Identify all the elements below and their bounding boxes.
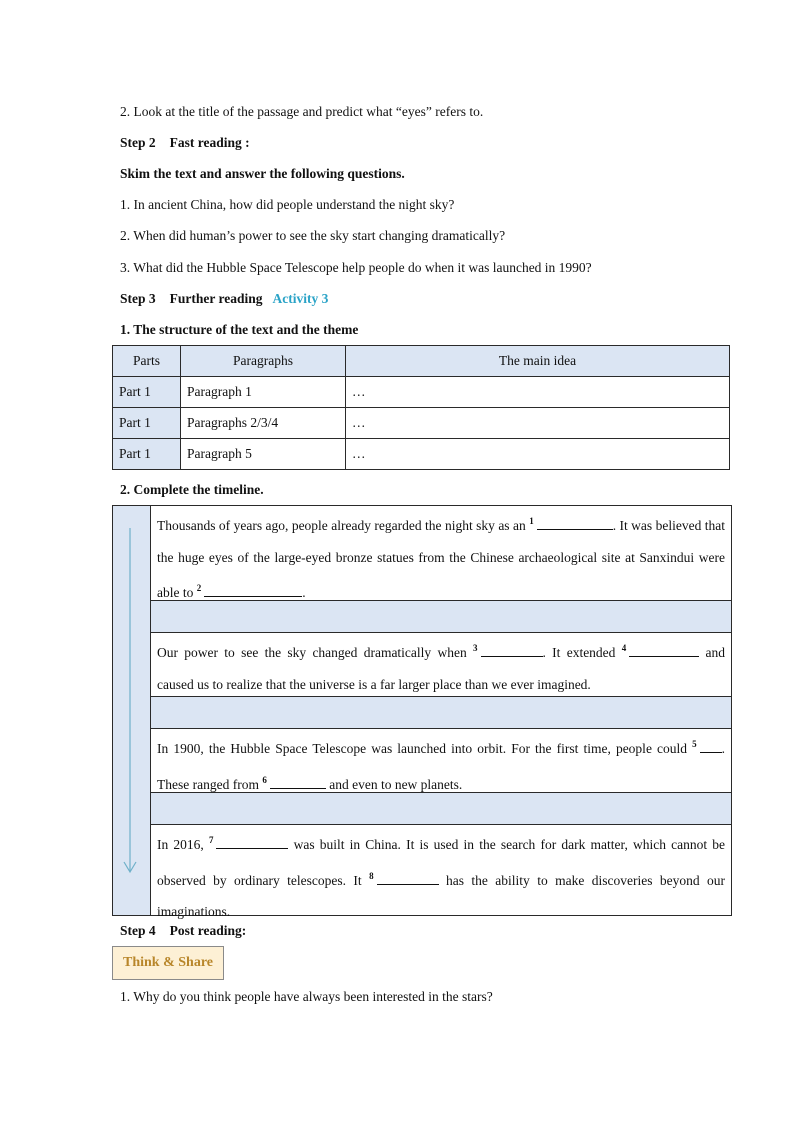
blank-number: 6 xyxy=(262,774,267,785)
blank-number: 3 xyxy=(473,643,478,653)
main-idea-cell[interactable]: … xyxy=(346,439,730,470)
skim-instruction: Skim the text and answer the following questions. xyxy=(120,166,405,181)
timeline-text: In 1900, the Hubble Space Telescope was launched into orbit. For the first time, people could xyxy=(157,741,688,756)
step4-title: Post reading: xyxy=(169,923,247,938)
table-header-row xyxy=(113,346,730,377)
header-paragraphs: Paragraphs xyxy=(181,346,346,377)
timeline-text: . xyxy=(302,585,306,600)
blank-7[interactable] xyxy=(216,836,288,849)
blank-5[interactable] xyxy=(700,740,722,753)
main-idea-cell[interactable]: … xyxy=(346,377,730,408)
blank-3[interactable] xyxy=(481,644,543,657)
part-cell: Part 1 xyxy=(113,439,181,470)
step2-label: Step 2 xyxy=(120,135,156,150)
blank-number: 7 xyxy=(208,835,214,845)
question-3: 3. What did the Hubble Space Telescope help people do when it was launched in 1990? xyxy=(120,260,592,275)
paragraphs-cell: Paragraph 1 xyxy=(181,377,346,408)
part-cell: Part 1 xyxy=(113,377,181,408)
timeline-row-2 xyxy=(151,633,731,697)
blank-8[interactable] xyxy=(377,872,439,885)
timeline-table xyxy=(112,505,732,919)
timeline-text: . These ranged from xyxy=(157,741,726,792)
step4-heading xyxy=(120,922,246,940)
blank-4[interactable] xyxy=(629,644,699,657)
question-2: 2. When did human’s power to see the sky start changing dramatically? xyxy=(120,228,506,243)
main-idea-cell[interactable]: … xyxy=(346,408,730,439)
timeline-text: Our power to see the sky changed dramatically when xyxy=(157,645,467,660)
header-main-idea: The main idea xyxy=(346,346,730,377)
table-row xyxy=(113,408,730,439)
timeline-spacer-row xyxy=(151,793,731,825)
timeline-spacer-row xyxy=(151,601,731,633)
question-1: 1. In ancient China, how did people understand the night sky? xyxy=(120,197,455,212)
timeline-row-1 xyxy=(151,506,731,601)
structure-title: 1. The structure of the text and the theme xyxy=(120,322,359,337)
timeline-text: and caused us to realize that the universe is a far larger place than we ever imagined. xyxy=(157,645,726,692)
activity-3-label: Activity 3 xyxy=(272,291,329,306)
step2-heading xyxy=(120,134,250,152)
table-row xyxy=(113,439,730,470)
timeline-text: . It extended xyxy=(542,645,616,660)
step4-label: Step 4 xyxy=(120,923,156,938)
timeline-arrow-column xyxy=(113,506,151,915)
paragraphs-cell: Paragraphs 2/3/4 xyxy=(181,408,346,439)
timeline-text: and even to new planets. xyxy=(329,776,463,792)
timeline-text: . It was believed that the huge eyes of the large-eyed bronze statues from the Chinese archaeological site at Sanxindui were able to xyxy=(157,518,725,600)
timeline-text: has the ability to make discoveries beyond our imaginations. xyxy=(157,872,726,919)
paragraphs-cell: Paragraph 5 xyxy=(181,439,346,470)
structure-table xyxy=(112,345,730,470)
timeline-title: 2. Complete the timeline. xyxy=(120,482,264,497)
timeline-text: Thousands of years ago, people already regarded the night sky as an xyxy=(157,518,526,533)
header-parts: Parts xyxy=(113,346,181,377)
timeline-text: In 2016, xyxy=(157,837,204,852)
timeline-row-3 xyxy=(151,729,731,793)
step2-title: Fast reading : xyxy=(169,135,250,150)
blank-number: 4 xyxy=(621,643,627,653)
down-arrow-icon xyxy=(113,506,150,915)
timeline-spacer-row xyxy=(151,697,731,729)
predict-question: 2. Look at the title of the passage and predict what “eyes” refers to. xyxy=(120,104,484,119)
step3-label: Step 3 xyxy=(120,291,156,306)
timeline-row-4 xyxy=(151,825,731,919)
blank-6[interactable] xyxy=(270,776,326,789)
table-row xyxy=(113,377,730,408)
blank-1[interactable] xyxy=(537,517,613,530)
blank-number: 1 xyxy=(529,516,534,526)
blank-number: 8 xyxy=(369,870,374,881)
blank-number: 2 xyxy=(196,583,202,593)
part-cell: Part 1 xyxy=(113,408,181,439)
blank-2[interactable] xyxy=(204,584,302,597)
step3-heading xyxy=(120,290,328,308)
final-question: 1. Why do you think people have always been interested in the stars? xyxy=(120,989,493,1004)
think-share-badge: Think & Share xyxy=(112,946,224,980)
step3-title: Further reading xyxy=(169,291,263,306)
timeline-text: was built in China. It is used in the search for dark matter, which cannot be observed by ordinary telescopes. It xyxy=(157,837,725,888)
blank-number: 5 xyxy=(692,739,697,749)
